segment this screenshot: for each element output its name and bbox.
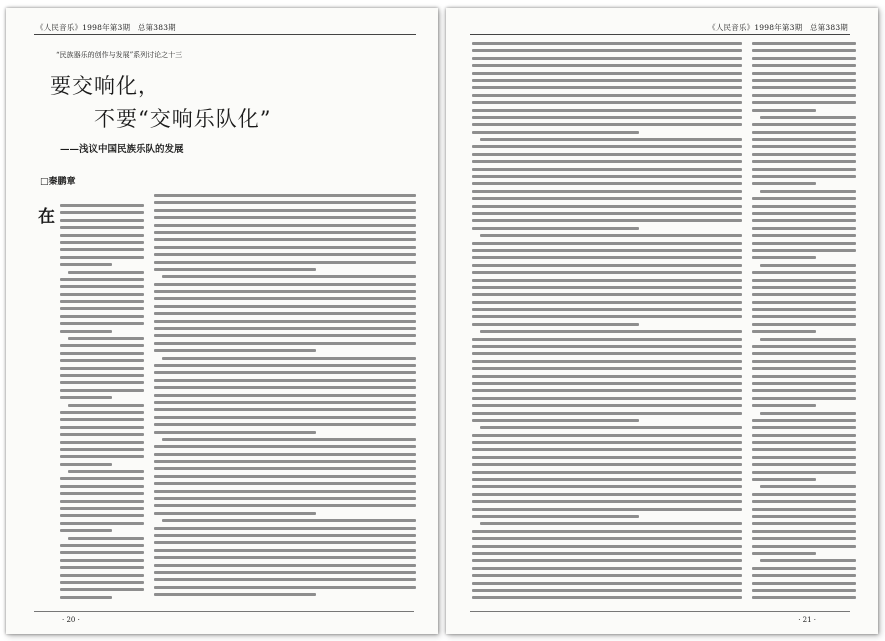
text-line (154, 593, 316, 596)
text-line (154, 320, 416, 323)
text-line (752, 463, 856, 466)
footer-rule (470, 611, 850, 612)
text-line (60, 500, 144, 503)
text-line (472, 286, 742, 289)
text-line (154, 238, 416, 241)
body-text-column-2 (752, 42, 856, 604)
text-line (472, 175, 742, 178)
text-line (752, 286, 856, 289)
text-line (472, 197, 742, 200)
text-line (752, 256, 816, 259)
text-line (154, 571, 416, 574)
text-line (472, 419, 639, 422)
text-line (752, 145, 856, 148)
text-line (480, 522, 742, 525)
text-line (472, 145, 742, 148)
text-line (60, 330, 112, 333)
text-line (68, 404, 144, 407)
text-line (752, 101, 856, 104)
text-line (472, 471, 742, 474)
text-line (472, 271, 742, 274)
text-line (154, 194, 416, 197)
text-line (60, 551, 144, 554)
running-head: 《人民音乐》1998年第3期 总第383期 (708, 23, 848, 32)
text-line (752, 86, 856, 89)
text-line (472, 212, 742, 215)
text-line (480, 138, 742, 141)
text-line (154, 305, 416, 308)
text-line (752, 138, 856, 141)
text-line (752, 212, 856, 215)
text-line (60, 596, 112, 599)
text-line (154, 534, 416, 537)
text-line (760, 338, 856, 341)
text-line (472, 264, 742, 267)
text-line (760, 264, 856, 267)
text-line (472, 190, 742, 193)
author-name: □秦鹏章 (40, 177, 76, 187)
text-line (60, 204, 144, 207)
text-line (154, 216, 416, 219)
text-line (60, 248, 144, 251)
text-line (472, 256, 742, 259)
text-line (60, 544, 144, 547)
text-line (752, 545, 856, 548)
text-line (472, 116, 742, 119)
text-line (154, 408, 416, 411)
text-line (154, 512, 316, 515)
text-line (472, 153, 742, 156)
text-line (752, 456, 856, 459)
text-line (472, 508, 742, 511)
text-line (472, 64, 742, 67)
text-line (60, 529, 112, 532)
text-line (472, 49, 742, 52)
text-line (752, 567, 856, 570)
text-line (472, 42, 742, 45)
text-line (154, 482, 416, 485)
text-line (60, 352, 144, 355)
text-line (154, 541, 416, 544)
text-line (68, 337, 144, 340)
text-line (60, 226, 144, 229)
text-line (752, 375, 856, 378)
text-line (472, 249, 742, 252)
text-line (752, 360, 856, 363)
text-line (162, 275, 416, 278)
text-line (472, 412, 742, 415)
text-line (752, 537, 856, 540)
body-text-column-2 (154, 194, 416, 604)
text-line (162, 438, 416, 441)
text-line (752, 315, 856, 318)
text-line (752, 293, 856, 296)
text-line (472, 57, 742, 60)
text-line (472, 456, 742, 459)
text-line (752, 109, 816, 112)
text-line (60, 581, 144, 584)
text-line (154, 364, 416, 367)
text-line (60, 374, 144, 377)
text-line (154, 431, 316, 434)
text-line (162, 519, 416, 522)
text-line (154, 268, 316, 271)
text-line (60, 441, 144, 444)
text-line (752, 574, 856, 577)
text-line (60, 344, 144, 347)
text-line (154, 297, 416, 300)
text-line (752, 596, 856, 599)
text-line (752, 94, 856, 97)
text-line (472, 478, 742, 481)
text-line (472, 500, 742, 503)
text-line (752, 301, 856, 304)
text-line (752, 42, 856, 45)
text-line (472, 345, 742, 348)
text-line (60, 263, 112, 266)
text-line (60, 381, 144, 384)
text-line (472, 352, 742, 355)
text-line (752, 448, 856, 451)
text-line (60, 448, 144, 451)
text-line (752, 57, 856, 60)
text-line (472, 205, 742, 208)
text-line (472, 131, 639, 134)
text-line (752, 308, 856, 311)
text-line (472, 293, 742, 296)
text-line (472, 227, 639, 230)
text-line (60, 300, 144, 303)
text-line (752, 500, 856, 503)
text-line (154, 460, 416, 463)
text-line (60, 588, 144, 591)
text-line (154, 224, 416, 227)
text-line (60, 389, 144, 392)
series-label: “民族器乐的创作与发展”系列讨论之十三 (56, 51, 183, 59)
text-line (472, 434, 742, 437)
text-line (154, 445, 416, 448)
text-line (472, 485, 742, 488)
text-line (472, 72, 742, 75)
body-text-column-1 (60, 204, 144, 604)
text-line (60, 455, 144, 458)
header-rule (34, 34, 416, 35)
text-line (472, 589, 742, 592)
text-line (154, 334, 416, 337)
text-line (154, 504, 416, 507)
text-line (154, 253, 416, 256)
text-line (60, 411, 144, 414)
text-line (154, 527, 416, 530)
text-line (752, 478, 816, 481)
text-line (752, 582, 856, 585)
text-line (60, 367, 144, 370)
text-line (752, 271, 856, 274)
page-number: · 21 · (798, 616, 816, 624)
text-line (752, 160, 856, 163)
text-line (154, 312, 416, 315)
text-line (60, 211, 144, 214)
text-line (752, 345, 856, 348)
text-line (472, 382, 742, 385)
text-line (472, 301, 742, 304)
text-line (154, 416, 416, 419)
text-line (472, 242, 742, 245)
text-line (60, 322, 144, 325)
text-line (60, 485, 144, 488)
text-line (60, 241, 144, 244)
text-line (154, 261, 416, 264)
text-line (760, 559, 856, 562)
text-line (60, 293, 144, 296)
text-line (60, 315, 144, 318)
text-line (154, 342, 416, 345)
text-line (154, 423, 416, 426)
text-line (154, 379, 416, 382)
text-line (472, 367, 742, 370)
text-line (154, 201, 416, 204)
text-line (472, 315, 742, 318)
text-line (472, 219, 742, 222)
text-line (472, 279, 742, 282)
text-line (472, 463, 742, 466)
text-line (154, 556, 416, 559)
text-line (154, 386, 416, 389)
text-line (480, 234, 742, 237)
text-line (752, 367, 856, 370)
text-line (752, 279, 856, 282)
text-line (60, 433, 144, 436)
text-line (154, 564, 416, 567)
text-line (752, 508, 856, 511)
text-line (60, 307, 144, 310)
text-line (68, 470, 144, 473)
text-line (472, 308, 742, 311)
text-line (472, 530, 742, 533)
page-number: · 20 · (62, 616, 80, 624)
text-line (752, 182, 816, 185)
text-line (68, 537, 144, 540)
text-line (752, 197, 856, 200)
text-line (752, 330, 816, 333)
text-line (752, 64, 856, 67)
text-line (752, 493, 856, 496)
text-line (472, 545, 742, 548)
text-line (472, 323, 639, 326)
text-line (752, 352, 856, 355)
text-line (752, 168, 856, 171)
text-line (154, 394, 416, 397)
text-line (752, 515, 856, 518)
text-line (60, 256, 144, 259)
text-line (752, 205, 856, 208)
text-line (752, 552, 816, 555)
text-line (760, 485, 856, 488)
text-line (752, 131, 856, 134)
article-subtitle: ——浅议中国民族乐队的发展 (60, 144, 184, 155)
text-line (472, 441, 742, 444)
text-line (154, 349, 316, 352)
text-line (472, 582, 742, 585)
text-line (752, 419, 856, 422)
text-line (752, 522, 856, 525)
text-line (752, 175, 856, 178)
text-line (752, 242, 856, 245)
left-page (6, 8, 438, 634)
text-line (472, 94, 742, 97)
text-line (480, 426, 742, 429)
text-line (154, 578, 416, 581)
text-line (60, 463, 112, 466)
text-line (472, 559, 742, 562)
text-line (60, 396, 112, 399)
text-line (60, 477, 144, 480)
text-line (162, 357, 416, 360)
text-line (60, 219, 144, 222)
text-line (154, 371, 416, 374)
text-line (752, 249, 856, 252)
text-line (472, 397, 742, 400)
text-line (154, 283, 416, 286)
text-line (60, 522, 144, 525)
text-line (752, 397, 856, 400)
text-line (472, 574, 742, 577)
text-line (752, 441, 856, 444)
text-line (154, 246, 416, 249)
text-line (472, 160, 742, 163)
text-line (60, 359, 144, 362)
text-line (472, 86, 742, 89)
text-line (472, 537, 742, 540)
text-line (472, 596, 742, 599)
text-line (752, 404, 816, 407)
text-line (154, 401, 416, 404)
text-line (472, 109, 742, 112)
text-line (60, 514, 144, 517)
text-line (60, 492, 144, 495)
text-line (154, 209, 416, 212)
text-line (752, 219, 856, 222)
text-line (60, 418, 144, 421)
text-line (472, 123, 742, 126)
text-line (154, 586, 416, 589)
text-line (752, 471, 856, 474)
text-line (472, 567, 742, 570)
text-line (472, 375, 742, 378)
text-line (60, 426, 144, 429)
text-line (472, 182, 742, 185)
text-line (154, 467, 416, 470)
text-line (60, 566, 144, 569)
text-line (752, 434, 856, 437)
text-line (752, 123, 856, 126)
text-line (760, 116, 856, 119)
right-page (446, 8, 878, 634)
body-text-column-1 (472, 42, 742, 604)
text-line (760, 412, 856, 415)
text-line (752, 426, 856, 429)
text-line (472, 338, 742, 341)
running-head: 《人民音乐》1998年第3期 总第383期 (36, 23, 176, 32)
text-line (154, 490, 416, 493)
text-line (68, 271, 144, 274)
text-line (752, 227, 856, 230)
text-line (154, 549, 416, 552)
text-line (154, 327, 416, 330)
text-line (60, 574, 144, 577)
text-line (752, 589, 856, 592)
text-line (752, 49, 856, 52)
text-line (154, 290, 416, 293)
text-line (472, 552, 742, 555)
text-line (752, 530, 856, 533)
text-line (472, 389, 742, 392)
text-line (60, 507, 144, 510)
text-line (154, 475, 416, 478)
article-title-line-2: 不要“交响乐队化” (94, 107, 272, 131)
text-line (154, 231, 416, 234)
text-line (752, 79, 856, 82)
text-line (472, 448, 742, 451)
text-line (472, 493, 742, 496)
text-line (752, 389, 856, 392)
header-rule (470, 34, 850, 35)
text-line (472, 360, 742, 363)
text-line (154, 453, 416, 456)
text-line (472, 168, 742, 171)
text-line (752, 382, 856, 385)
text-line (752, 153, 856, 156)
text-line (752, 72, 856, 75)
text-line (60, 285, 144, 288)
drop-cap: 在 (38, 207, 55, 227)
text-line (60, 559, 144, 562)
article-title-line-1: 要交响化， (50, 74, 160, 98)
text-line (480, 330, 742, 333)
text-line (154, 497, 416, 500)
text-line (760, 190, 856, 193)
text-line (472, 101, 742, 104)
footer-rule (34, 611, 414, 612)
text-line (472, 79, 742, 82)
text-line (472, 515, 639, 518)
text-line (60, 234, 144, 237)
text-line (752, 323, 856, 326)
text-line (472, 404, 742, 407)
text-line (752, 234, 856, 237)
text-line (60, 278, 144, 281)
